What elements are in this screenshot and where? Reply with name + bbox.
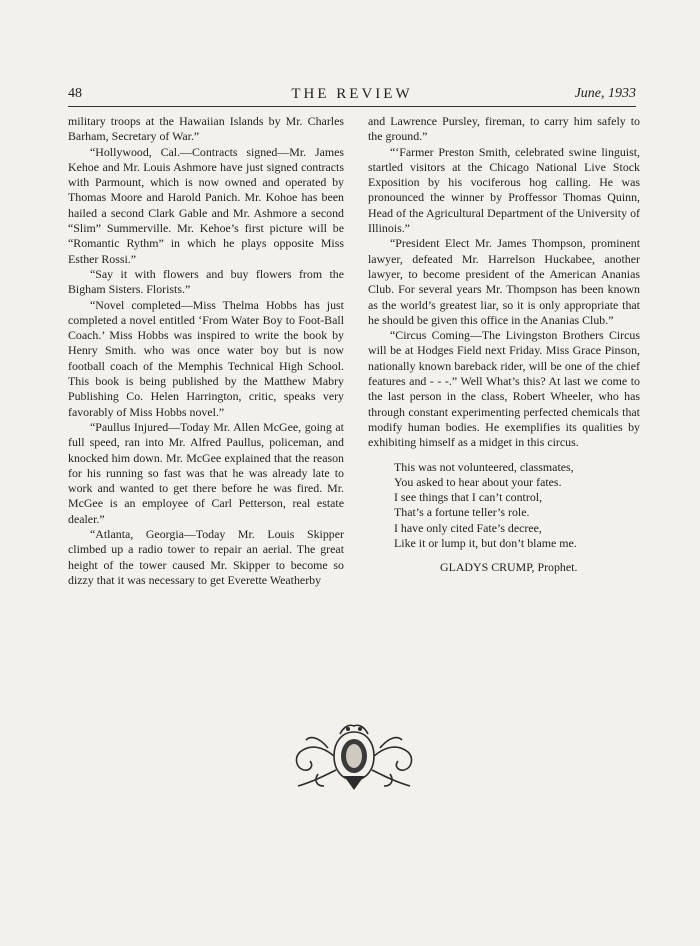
poem-line: You asked to hear about your fates. [394, 474, 562, 489]
paragraph: “Paullus Injured—Today Mr. Allen McGee, going at full speed, ran into Mr. Alfred Paullus, policeman, and knocked him down. Mr. McGee explained that the reason for his running so fast was that he was already late to work and wanted to get there before he was fired. Mr. McGee is an employee of Carl Petterson, real estate dealer.” [68, 419, 344, 526]
paragraph: “Atlanta, Georgia—Today Mr. Louis Skipper climbed up a radio tower to repair an aerial. The great height of the tower caused Mr. Skipper to become so dizzy that it was necessary to get Everette Weatherby [68, 527, 344, 587]
left-column [68, 114, 344, 588]
scroll-ornament-icon [288, 724, 420, 794]
poem [394, 460, 640, 552]
paragraph: “Novel completed—Miss Thelma Hobbs has just completed a novel entitled ‘From Water Boy to Foot-Ball Coach.’ Miss Hobbs was inspired to write the book by Henry Smith. who was once water boy but is now football coach of the Memphis Technical High School. This book is being published by the Matthew Mabry Publishing Co. Helen Harrington, critic, speaks very favorably of Miss Hobbs novel.” [68, 297, 344, 419]
paragraph: “‘Farmer Preston Smith, celebrated swine linguist, startled visitors at the Chicago National Live Stock Exposition by his vociferous hog calling. He was pronounced the winner by Proffessor Thomas Quinn, Head of the Agricultural Department of the University of Illinois.” [368, 144, 640, 236]
signature: GLADYS CRUMP, Prophet. [440, 560, 578, 575]
paragraph: military troops at the Hawaiian Islands by Mr. Charles Barham, Secretary of War.” [68, 114, 344, 144]
poem-line: This was not volunteered, classmates, [394, 459, 574, 474]
paragraph: “Hollywood, Cal.—Contracts signed—Mr. James Kehoe and Mr. Louis Ashmore have just signed contracts with Parmount, which is now owned and operated by Thomas Moore and Harold Panich. Mr. Kohoe has been hailed a second Clark Gable and Mr. Ashmore a second “Slim” Summerville. Mr. Kehoe’s first picture will be “Romantic Rythm” in which he plays opposite Miss Esther Rossi.” [68, 144, 344, 266]
paragraph: “Say it with flowers and buy flowers from the Bigham Sisters. Florists.” [68, 266, 344, 297]
poem-line: I see things that I can’t control, [394, 490, 543, 505]
paragraph: “President Elect Mr. James Thompson, prominent lawyer, defeated Mr. Harrelson Huckabee, another lawyer, to become president of the American Ananias Club. For several years Mr. Thompson has been known as the world’s greatest liar, so it is only appropriate that he should be given this office in the Ananias Club.” [368, 236, 640, 327]
paragraph: “Circus Coming—The Livingston Brothers Circus will be at Hodges Field next Friday. Miss Grace Pinson, nationally known bareback rider, will be one of the chief features and - - -.” Well What’s this? At last we come to the last person in the class, Robert Wheeler, who has through constant experimenting perfected chemicals that modify human bodies. He exemplifies its qualities by exhibiting himself as a midget in this circus. [368, 328, 640, 450]
page-header [68, 86, 636, 106]
header-rule [68, 106, 636, 107]
paragraph: and Lawrence Pursley, fireman, to carry him safely to the ground.” [368, 114, 640, 144]
right-column [368, 114, 640, 576]
issue-date: June, 1933 [574, 86, 636, 101]
poem-line: I have only cited Fate’s decree, [394, 520, 542, 535]
poem-line: Like it or lump it, but don’t blame me. [394, 536, 577, 551]
poem-line: That’s a fortune teller’s role. [394, 505, 530, 520]
publication-title: THE REVIEW [291, 86, 413, 102]
page-number: 48 [68, 86, 82, 101]
